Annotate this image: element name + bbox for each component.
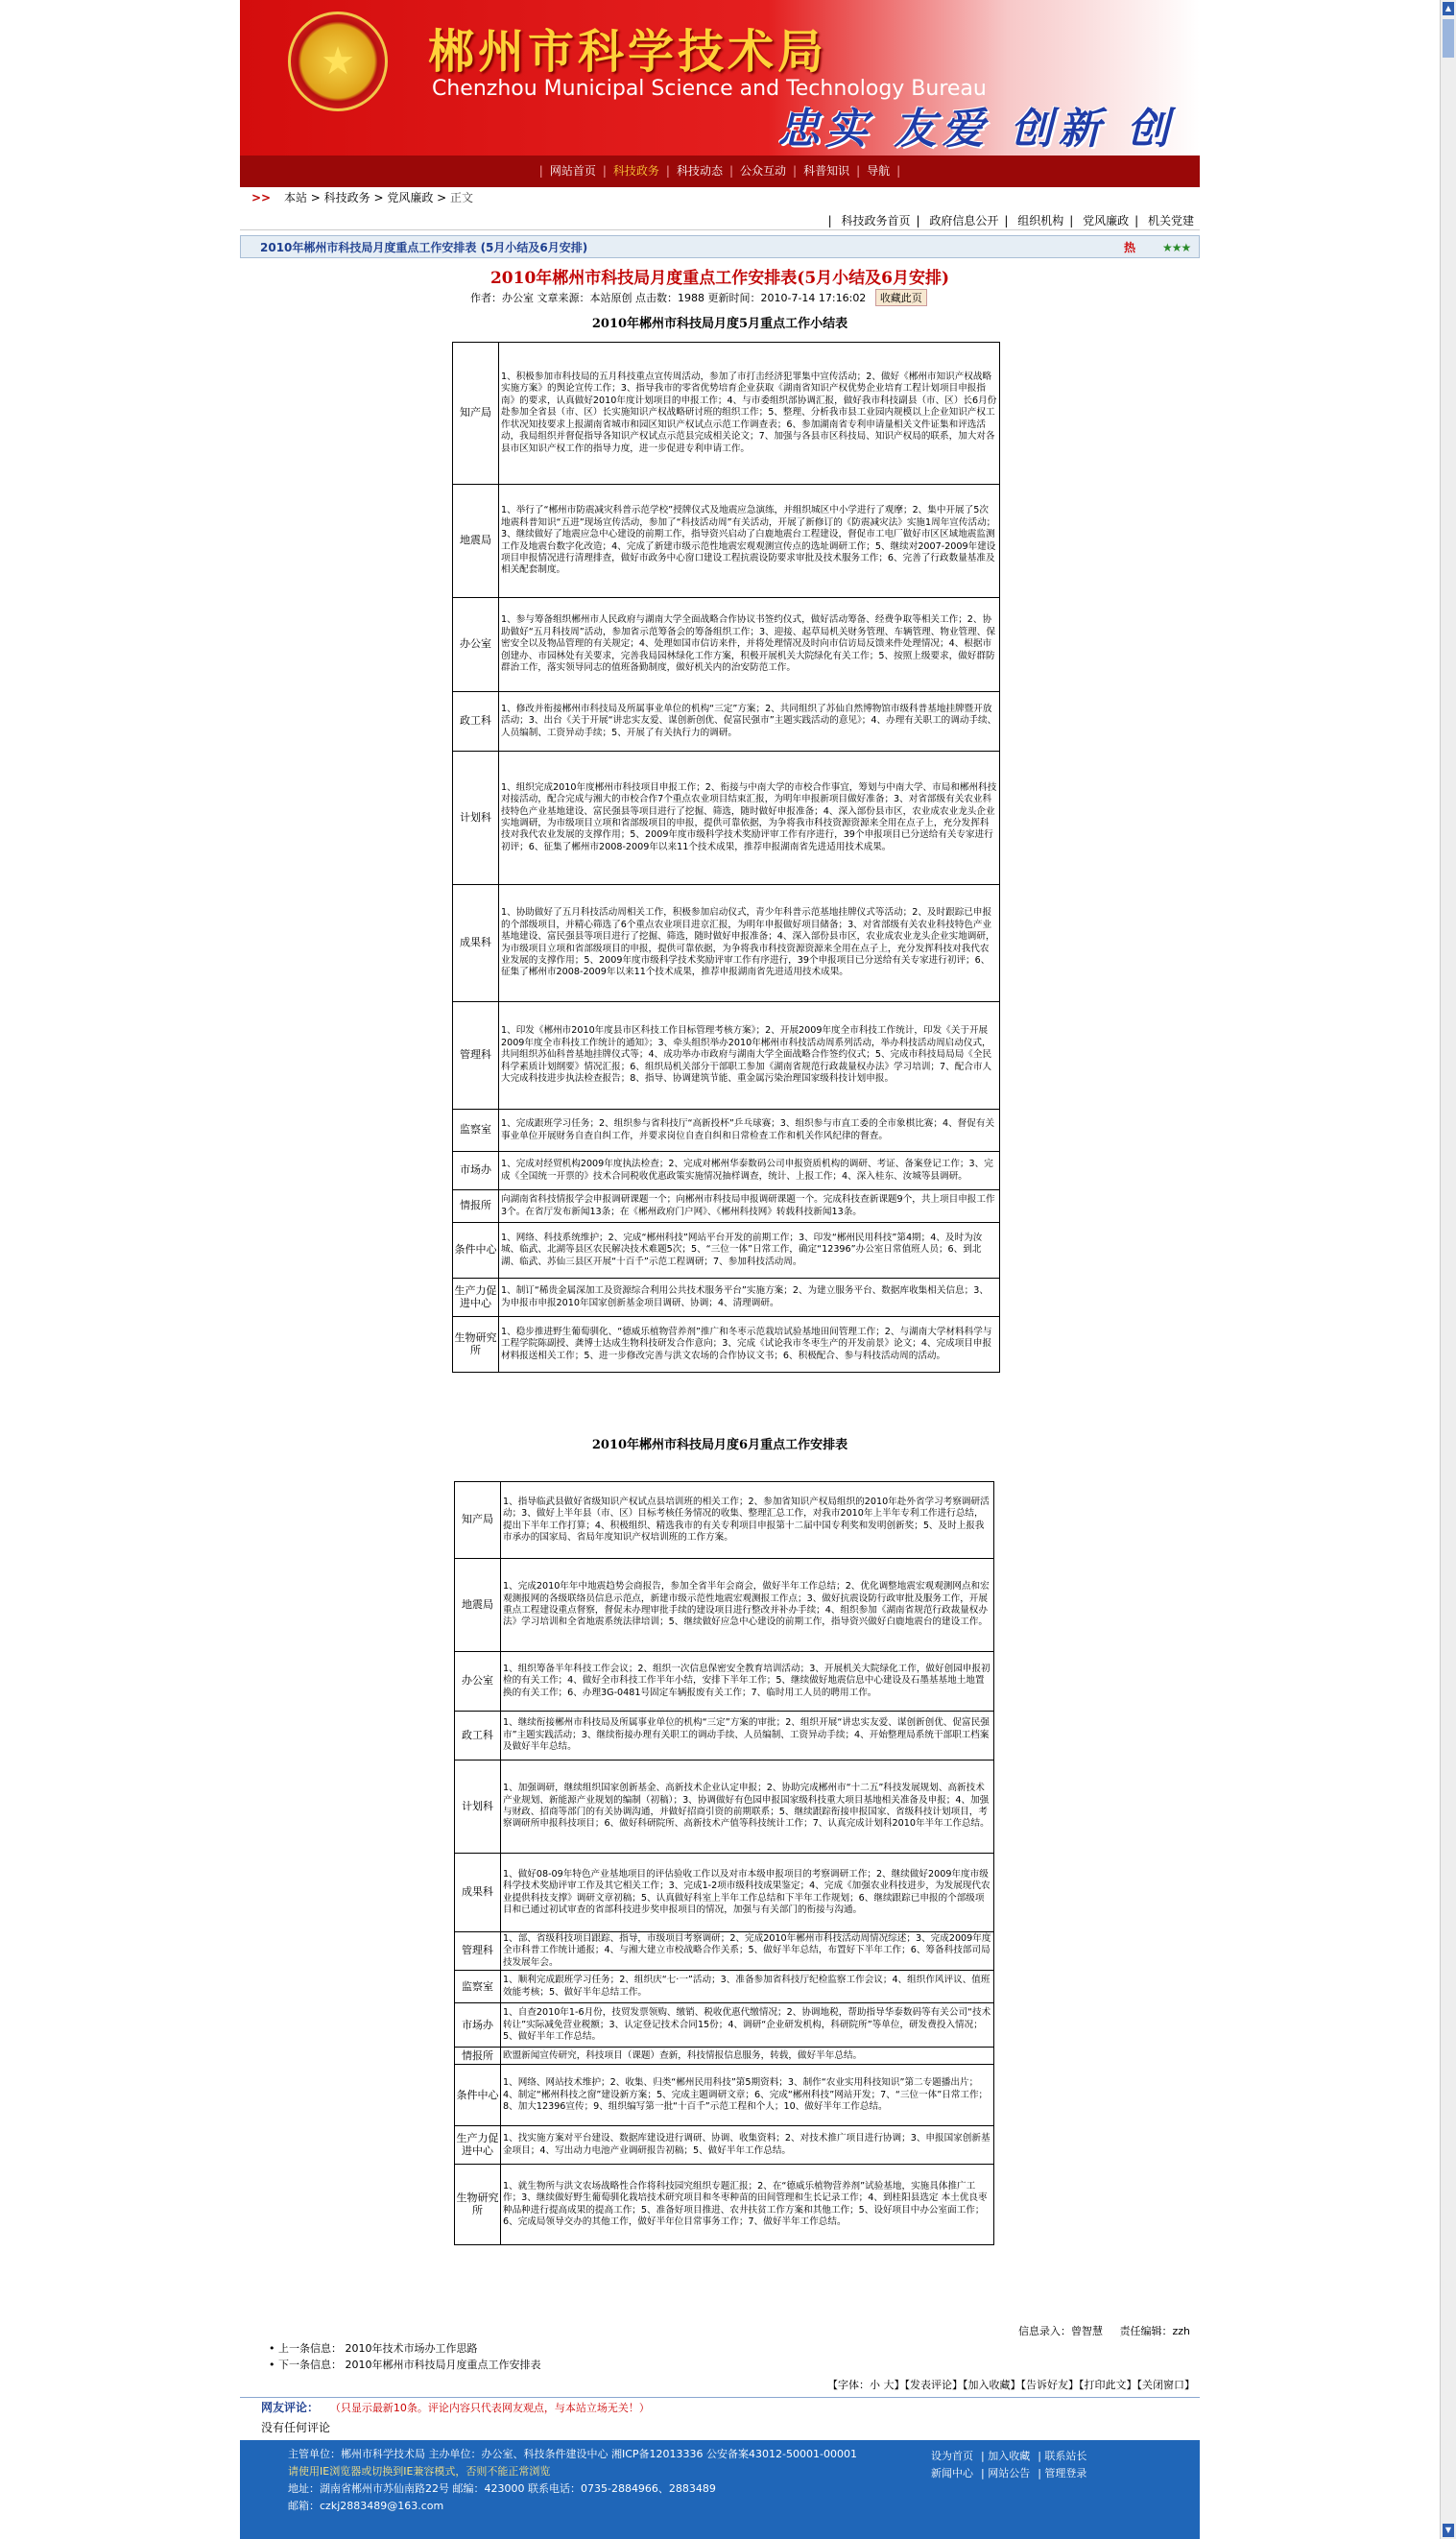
nav-item-news[interactable]: 科技动态	[676, 164, 723, 178]
table-row	[455, 2048, 994, 2065]
site-slogan: 忠实 友爱 创新 创	[777, 105, 1175, 154]
content-cell: 1、网络、科技系统维护；2、完成“郴州科技”网站平台开发的前期工作；3、印发“郴州民用科技”第4期；4、及时为汝城、临武、北湖等县区农民解决技术难题5次；5、“三位一体”日常工作，确定“12396”办公室日常值班人员；6、到北湖、临武、苏仙三县区开展“十百千”示范工程调研；7、参加科技活动周。	[499, 1223, 1000, 1279]
nav-item-home[interactable]: 网站首页	[549, 164, 596, 178]
footer-link-admin[interactable]: 管理登录	[1044, 2467, 1087, 2479]
table-row	[453, 752, 1000, 885]
content-cell: 1、顺利完成跟班学习任务；2、组织庆“七·一”活动；3、准备参加省科技厅纪检监察工作会议；4、组织作风评议、值班效能考核；5、做好半年总结工作。	[501, 1971, 994, 2003]
main-nav: | 网站首页 | 科技政务 | 科技动态 | 公众互动 | 科普知识 | 导航 |	[240, 156, 1200, 187]
dept-cell: 市场办	[453, 1152, 499, 1190]
content-cell: 1、完成2010年年中地震趋势会商报告，参加全省半年会商会，做好半年工作总结；2、优化调整地震宏观观测网点和宏观测报网的各级联络员信息示范点，新建市级示范性地震宏观测报工作点；3、做好抗震设防行政审批及服务工作，开展重点工程建设重点督察，督促未办理审批手续的建设项目进行整改并补办手续；4、组织参加《湖南省规范行政裁量权办法》学习培训和全省地震系统法律培训；5、继续做好应急中心建设的前期工作，指导资兴做好白鹿地震台的建设工作。	[501, 1559, 994, 1652]
footer-link-home[interactable]: 设为首页	[931, 2450, 973, 2462]
article-meta-text: 作者：办公室 文章来源：本站原创 点击数：1988 更新时间：2010-7-14 17:16:02	[470, 292, 867, 304]
table-row	[453, 343, 1000, 485]
content-cell: 1、组织完成2010年度郴州市科技项目申报工作；2、衔接与中南大学的市校合作事宜，筹划与中南大学、市局和郴州科技对接活动，配合完成与湘大的市校合作7个重点农业项目结束汇报，为明年申报新项目做好准备；3、对省部级有关农业科技特色产业基地建设、富民强县等项目进行了挖掘、筛选，随时做好申报准备；4、深入部份县市区，农业成农业龙头企业实地调研，为市级项目立项和省部级项目的申报，提供可靠依据，为争将我市科技资源资源来全用在点子上，充分发挥科技对我代农业发展的支撑作用；5、2009年度市级科学技术奖励评审工作有序进行，39个申报项目已分送给有关专家进行初评；6、征集了郴州市2008-2009年以来11个技术成果，推荐申报湖南省先进适用技术成果。	[499, 752, 1000, 885]
content-cell: 1、网络、网站技术维护；2、收集、归类“郴州民用科技”第5期资料；3、制作“农业实用科技知识”第二专题播出片；4、制定“郴州科技之窗”建设新方案；5、完成主题调研文章；6、完成“郴州科技”网站开发；7、“三位一体”日常工作；8、加大12396宣传；9、组织编写第一批“十百千”示范工程和个人；10、做好半年工作总结。	[501, 2065, 994, 2126]
next-article-link[interactable]: • 下一条信息： 2010年郴州市科技局月度重点工作安排表	[269, 2357, 541, 2373]
table-row	[455, 1559, 994, 1652]
editor-person: zzh	[1172, 2325, 1190, 2337]
table-row	[455, 2165, 994, 2245]
dept-cell: 计划科	[455, 1761, 501, 1854]
content-cell: 1、参与筹备组织郴州市人民政府与湖南大学全面战略合作协议书签约仪式，做好活动筹备、经费争取等相关工作；2、协助做好“五月科技周”活动，参加省示范筹备会的筹备组织工作；3、迎接、起草局机关财务管理、车辆管理、物业管理、保密安全以及物品管理的有关规定；4、处理如国市信访来件，并将处理情况及时向市信访局反馈来件处理情况；4、根据市创建办、市园林处有关要求，完善我局园林绿化工作方案，积极开展机关大院绿化有关工作；5、按照上级要求，做好群防群治工作，落实领导同志的值班备勤制度，做好机关内的治安防范工作。	[499, 598, 1000, 692]
bookmark-button[interactable]	[875, 289, 927, 306]
dept-cell: 成果科	[453, 885, 499, 1002]
footer-link-notice[interactable]: 网站公告	[988, 2467, 1031, 2479]
article-title: 2010年郴州市科技局月度重点工作安排表(5月小结及6月安排)	[489, 269, 950, 288]
content-cell: 1、完成对经贸机构2009年度执法检查；2、完成对郴州华泰数码公司申报资质机构的调研、考证、备案登记工作；3、完成《全国统一开票的》技术合同税收优惠政策实施情况抽样调查，统计、上报工作；4、深入桂东、汝城等县调研。	[499, 1152, 1000, 1190]
dept-cell: 办公室	[453, 598, 499, 692]
footer-email: 邮箱：czkj2883489@163.com	[288, 2500, 444, 2512]
table-row	[455, 2126, 994, 2165]
footer-line-owner: 主管单位：郴州市科学技术局 主办单位：办公室、科技条件建设中心 湘ICP备12013336 公安备案43012-50001-00001	[288, 2448, 857, 2460]
prev-next-links	[269, 2340, 541, 2373]
sublink-affairs-home[interactable]: 科技政务首页	[841, 214, 911, 228]
dept-cell: 市场办	[455, 2003, 501, 2048]
content-cell: 1、制订“稀贵金属深加工及资源综合利用公共技术服务平台”实施方案；2、为建立服务平台、数据库收集相关信息；3、为申报市申报2010年国家创新基金项目调研、协调；4、清理调研。	[499, 1279, 1000, 1317]
content-cell: 1、就生物所与洪文农场战略性合作将科技园究组织专题汇报；2、在“德威乐植物营养剂”试验基地，实施具体推广工作；3、继续做好野生葡萄驯化栽培技术研究项目和冬枣种苗的田间管理和生长记录工作；4、到桂阳县选定 本土优良枣种品种进行提高成果的提高工作；5、准备好项目推进、农井扶贫工作方案和其他工作；5、设好项目中办公室面工作；6、完成局领导交办的其他工作，做好半年位目常事务工作；7、做好半年工作总结。	[501, 2165, 994, 2245]
scroll-up-arrow-icon[interactable]: ▲	[1443, 2, 1454, 15]
table-row	[453, 485, 1000, 598]
table-row	[455, 1652, 994, 1712]
june-plan-table	[454, 1481, 994, 2245]
breadcrumb-integrity[interactable]: 党风廉政	[387, 191, 434, 204]
sub-links: | 科技政务首页 | 政府信息公开 | 组织机构 | 党风廉政 | 机关党建	[240, 211, 1200, 230]
sublink-open-info[interactable]: 政府信息公开	[929, 214, 999, 228]
content-cell: 1、自查2010年1-6月份，技贸发票领购、缴销、税收优惠代缴情况；2、协调地税，帮助指导华泰数码等有关公司“技术转让”实际减免营业税额；3、认定登记技术合同15份；4、调研“企业研发机构，科研院所”等单位，研发费投入情况；5、做好半年工作总结。	[501, 2003, 994, 2048]
table-row	[453, 1152, 1000, 1190]
content-cell: 1、协助做好了五月科技活动周相关工作，积极参加启动仪式，青少年科普示范基地挂牌仪式等活动；2、及时跟踪已申报的个部级项目，并精心筛选了6个重点农业项目进京汇报，为明年申报做好项目储备；3、对省部级有关农业科技特色产业基地建设、富民强县等项目进行了挖掘、筛选，随时做好申报准备；4、深入部份县市区，农业成农业龙头企业实地调研，为市级项目立项和省部级项目的申报，提供可靠依据，为争将我市科技资源资源来全用在点子上，充分发挥科技对我代农业发展的支撑作用；5、2009年度市级科学技术奖励评审工作有序进行，39个申报项目已分送给有关专家进行初评；6、征集了郴州市2008-2009年以来11个技术成果，推荐申报湖南省先进适用技术成果。	[499, 885, 1000, 1002]
table-row	[453, 1110, 1000, 1152]
dept-cell: 情报所	[455, 2048, 501, 2065]
content-cell: 向湖南省科技情报学会申报调研课题一个；向郴州市科技局申报调研课题一个。完成科技查新课题9个，共上项目申报工作3个。在省厅发布新闻13条；在《郴州政府门户网》、《郴州科技网》转载科技新闻13条。	[499, 1190, 1000, 1223]
footer-browser-note: 请使用IE浏览器或切换到IE兼容模式，否则不能正常浏览	[288, 2465, 551, 2478]
national-emblem-icon: ★	[288, 12, 388, 111]
content-cell: 1、稳步推进野生葡萄驯化、“德威乐植物营养剂”推广和冬枣示范栽培试验基地田间管理工作；2、与湖南大学材料科学与工程学院陈副授、龚博士达成生物科技研发合作意向；3、完成《试论我市冬枣生产的开发前景》论文；4、完成项目申报材料报送相关工作；5、进一步修改完善与洪文农场的合作协议文书；6、积极配合、参与科技活动周的活动。	[499, 1317, 1000, 1373]
content-cell: 1、修改并衔接郴州市科技局及所属事业单位的机构“三定”方案；2、共同组织了苏仙自然博物馆市级科普基地挂牌暨开放活动；3、出台《关于开展“讲忠实友爱、谋创新创优、促富民强市”主题实践活动的意见》；4、办理有关职工的调动手续、人员编制、工资异动手续；5、开展了有关执行力的调研。	[499, 692, 1000, 752]
content-cell: 1、部、省级科技项目跟踪、指导，市级项目考察调研；2、完成2010年郴州市科技活动周情况综述；3、完成2009年度全市科普工作统计通报；4、与湘大建立市校战略合作关系；5、做好半年总结，布置好下半年工作；6、筹备科技部司局技发展年会。	[501, 1932, 994, 1971]
vertical-scrollbar[interactable]	[1440, 0, 1456, 2539]
scroll-thumb[interactable]	[1443, 19, 1454, 58]
table-row	[455, 1932, 994, 1971]
sublink-integrity[interactable]: 党风廉政	[1083, 214, 1130, 228]
content-cell: 1、做好08-09年特色产业基地项目的评估验收工作以及对市本级申报项目的考察调研工作；2、继续做好2009年度市级科学技术奖励评审工作及其它相关工作；3、完成1-2项市级科技成果鉴定；4、完成《加强农业科技进步，为发展现代农业提供科技支撑》调研文章初稿；5、认真做好科室上半年工作总结和下半年工作规划；6、继续跟踪已申报的个部级项目和已通过初试审查的省部科技进步奖申报项目的情况，加强与有关部门的衔接与沟通。	[501, 1854, 994, 1932]
nav-item-affairs[interactable]: 科技政务	[612, 164, 659, 178]
table-row	[453, 1317, 1000, 1373]
entry-person: 曾智慧	[1070, 2325, 1103, 2337]
dept-cell: 监察室	[453, 1110, 499, 1152]
june-plan-title: 2010年郴州市科技局月度6月重点工作安排表	[591, 1438, 848, 1452]
may-summary-table	[452, 342, 1000, 1373]
may-summary-title: 2010年郴州市科技局月度5月重点工作小结表	[591, 317, 848, 331]
breadcrumb-current: 正文	[450, 191, 474, 204]
breadcrumb-arrow-icon: >>	[251, 191, 272, 204]
hot-badge: 热	[1124, 241, 1136, 254]
article-tools[interactable]: 【字体：小 大】【发表评论】【加入收藏】【告诉好友】【打印此文】【关闭窗口】	[827, 2379, 1195, 2391]
article-credit: 信息录入：曾智慧 责任编辑：zzh	[1017, 2325, 1190, 2337]
dept-cell: 条件中心	[453, 1223, 499, 1279]
table-row	[453, 692, 1000, 752]
footer-links: 设为首页 | 加入收藏 | 联系站长 新闻中心 | 网站公告 | 管理登录	[931, 2450, 1087, 2479]
article-titlebar	[240, 235, 1200, 258]
sublink-organization[interactable]: 组织机构	[1017, 214, 1064, 228]
table-row	[455, 1482, 994, 1559]
nav-item-guide[interactable]: 导航	[867, 164, 891, 178]
prev-article-link[interactable]: • 上一条信息： 2010年技术市场办工作思路	[269, 2340, 541, 2357]
dept-cell: 管理科	[455, 1932, 501, 1971]
breadcrumb: >> 本站 > 科技政务 > 党风廉政 > 正文	[251, 191, 474, 204]
content-cell: 1、加强调研，继续组织国家创新基金、高新技术企业认定申报；2、协助完成郴州市“十二五”科技发展规划、高新技术产业规划、新能源产业规划的编制（初稿）；3、协调做好有色园申报国家级科技重大项目基地相关准备及申报；4、加强与财政、招商等部门的有关协调沟通，并做好招商引资的前期联系；5、继续跟踪衔接申报国家、省级科技计划项目，考察调研所申报科技项目；6、做好科研院所、高新技术产值等科技统计工作；7、认真完成计划科2010年半年工作总结。	[501, 1761, 994, 1854]
scroll-down-arrow-icon[interactable]: ▼	[1443, 2524, 1454, 2537]
footer-link-news[interactable]: 新闻中心	[931, 2467, 973, 2479]
dept-cell: 政工科	[455, 1712, 501, 1761]
footer-link-fav[interactable]: 加入收藏	[988, 2450, 1031, 2462]
dept-cell: 管理科	[453, 1002, 499, 1110]
page-wrapper	[240, 0, 1200, 2539]
comment-header	[240, 2397, 1200, 2416]
dept-cell: 地震局	[453, 485, 499, 598]
sublink-party[interactable]: 机关党建	[1147, 214, 1194, 228]
site-title-cn: 郴州市科学技术局	[428, 25, 828, 79]
table-row	[455, 1761, 994, 1854]
content-cell: 1、指导临武县做好省级知识产权试点县培训班的相关工作；2、参加省知识产权局组织的2010年赴外省学习考察调研活动；3、做好上半年县（市、区）目标考核任务情况的收集、整理汇总工作，对我市2010年上半年专利工作进行总结，提出下半年工作打算；4、积极组织、精选我市的有关专利项目申报第十二届中国专利奖和发明创新奖；5、及时上报我市承办的国家局、省局年度知识产权培训班的工作方案。	[501, 1482, 994, 1559]
table-row	[455, 1712, 994, 1761]
table-row	[455, 1971, 994, 2003]
article-meta	[470, 289, 927, 306]
dept-cell: 成果科	[455, 1854, 501, 1932]
content-cell: 1、找实施方案对平台建设、数据库建设进行调研、协调、收集资料；2、对技术推广项目进行协调；3、申报国家创新基金项目；4、写出动力电池产业调研报告初稿；5、做好半年工作总结。	[501, 2126, 994, 2165]
table-row	[453, 1002, 1000, 1110]
dept-cell: 地震局	[455, 1559, 501, 1652]
table-row	[455, 2003, 994, 2048]
dept-cell: 办公室	[455, 1652, 501, 1712]
table-row	[455, 2065, 994, 2126]
nav-item-science[interactable]: 科普知识	[803, 164, 850, 178]
content-cell: 1、印发《郴州市2010年度县市区科技工作目标管理考核方案》；2、开展2009年度全市科技工作统计，印发《关于开展2009年度全市科技工作统计的通知》；3、牵头组织举办2010年郴州市科技活动周系列活动，举办科技活动周启动仪式，共同组织苏仙科普基地挂牌仪式等；4、成功举办市政府与湖南大学全面战略合作签约仪式；5、完成市科技局局局《全民科学素质计划纲要》情况汇报；6、组织局机关部分干部职工参加《湖南省规范行政裁量权办法》学习培训；7、配合市人大完成科技进步执法检查报告；8、指导、协调建筑节能、重金属污染治理国家级科技计划申报。	[499, 1002, 1000, 1110]
content-cell: 1、继续衔接郴州市科技局及所属事业单位的机构“三定”方案的审批；2、组织开展“讲忠实友爱、谋创新创优、促富民强市”主题实践活动；3、继续衔接办理有关职工的调动手续、人员编制、工资异动手续；4、开始整理局系统干部职工档案及做好半年总结。	[501, 1712, 994, 1761]
dept-cell: 情报所	[453, 1190, 499, 1223]
dept-cell: 条件中心	[455, 2065, 501, 2126]
dept-cell: 生产力促进中心	[453, 1279, 499, 1317]
table-row	[453, 885, 1000, 1002]
table-row	[453, 1279, 1000, 1317]
nav-item-interaction[interactable]: 公众互动	[740, 164, 787, 178]
dept-cell: 政工科	[453, 692, 499, 752]
dept-cell: 生物研究所	[455, 2165, 501, 2245]
footer-link-contact[interactable]: 联系站长	[1044, 2450, 1087, 2462]
site-banner	[240, 0, 1200, 156]
footer-address: 地址：湖南省郴州市苏仙南路22号 邮编：423000 联系电话：0735-2884966、2883489	[288, 2482, 716, 2495]
dept-cell: 知产局	[453, 343, 499, 485]
breadcrumb-home[interactable]: 本站	[283, 191, 307, 204]
dept-cell: 生物研究所	[453, 1317, 499, 1373]
comment-label: 网友评论：	[261, 2401, 320, 2414]
rating-stars-icon: ★★★	[1162, 241, 1191, 254]
dept-cell: 生产力促进中心	[455, 2126, 501, 2165]
content-cell: 1、完成跟班学习任务；2、组织参与省科技厅“高新投杯”乒乓球赛；3、组织参与市直工委的全市象棋比赛；4、督促有关事业单位开展财务自查自纠工作，并要求岗位自查自纠和日常检查工作和机关作风纪律的督查。	[499, 1110, 1000, 1152]
table-row	[453, 1223, 1000, 1279]
table-row	[453, 598, 1000, 692]
content-cell: 1、组织筹备半年科技工作会议；2、组织一次信息保密安全教育培训活动；3、开展机关大院绿化工作，做好创园申报初检的有关工作；4、做好全市科技工作半年小结，安排下半年工作；5、继续做好地震信息中心建设及石墨基基地土地置换的有关工作；6、办理3G-0481号固定车辆报废有关工作；7、临时用工人员的聘用工作。	[501, 1652, 994, 1712]
content-cell: 1、积极参加市科技局的五月科技重点宣传周活动，参加了市打击经济犯罪集中宣传活动；2、做好《郴州市知识产权战略实施方案》的舆论宣传工作；3、指导我市的零省优势培育企业获取《湖南省知识产权优势企业培育工程计划项目申报指南》的要求，认真做好2010年度计划项目的申报工作；4、与市委组织部协调汇报，做好我市科技副县（市、区）长6月份赴参加全省县（市、区）长实施知识产权战略研讨班的组织工作；5、整理、分析我市县工业园内规模以上企业知识产权工作状况知技要求上报湖南省城市和园区知识产权试点示范工作调查表；6、参加湖南省专利申请量相关文件证集和评选活动，我局组织并督促指导各知识产权试点示范县完成相关论文；7、加强与各县市区科技局、知识产权局的联系，加大对各县市区知识产权工作的指导力度，进一步促进专利申请工作。	[499, 343, 1000, 485]
table-row	[453, 1190, 1000, 1223]
site-title-en: Chenzhou Municipal Science and Technology Bureau	[432, 77, 987, 101]
dept-cell: 知产局	[455, 1482, 501, 1559]
content-cell: 1、举行了“郴州市防震减灾科普示范学校”授牌仪式及地震应急演练，并组织城区中小学进行了观摩；2、集中开展了5次地震科普知识“五进”现场宣传活动，参加了“科技活动周”有关活动，开展了新修订的《防震减灾法》实施1周年宣传活动；3、继续做好了地震应急中心建设的前期工作，指导资兴启动了白鹿地震台工程建设，督促市工电厂做好市区区域地震监测工作及地震台数字化改造；4、完成了新建市级示范性地震宏观观测宣传点的选址调研工作；5、继续对2007-2009年建设项目申报情况进行清理排查，做好市政务中心窗口建设工程抗震设防要求审批及技术服务工作；6、完善了行政数量基准及相关配套制度。	[499, 485, 1000, 598]
table-row	[455, 1854, 994, 1932]
comment-note: （只显示最新10条。评论内容只代表网友观点，与本站立场无关！）	[329, 2402, 650, 2414]
dept-cell: 监察室	[455, 1971, 501, 2003]
content-cell: 欧盟新闻宣传研究，科技项目（课题）查新，科技情报信息服务，转载，做好半年总结。	[501, 2048, 994, 2065]
breadcrumb-affairs[interactable]: 科技政务	[323, 191, 370, 204]
bookmark-label: 收藏此页	[879, 292, 922, 304]
titlebar-text: 2010年郴州市科技局月度重点工作安排表 (5月小结及6月安排)	[260, 241, 588, 254]
dept-cell: 计划科	[453, 752, 499, 885]
no-comment-text: 没有任何评论	[261, 2421, 331, 2434]
site-footer	[240, 2440, 1200, 2539]
